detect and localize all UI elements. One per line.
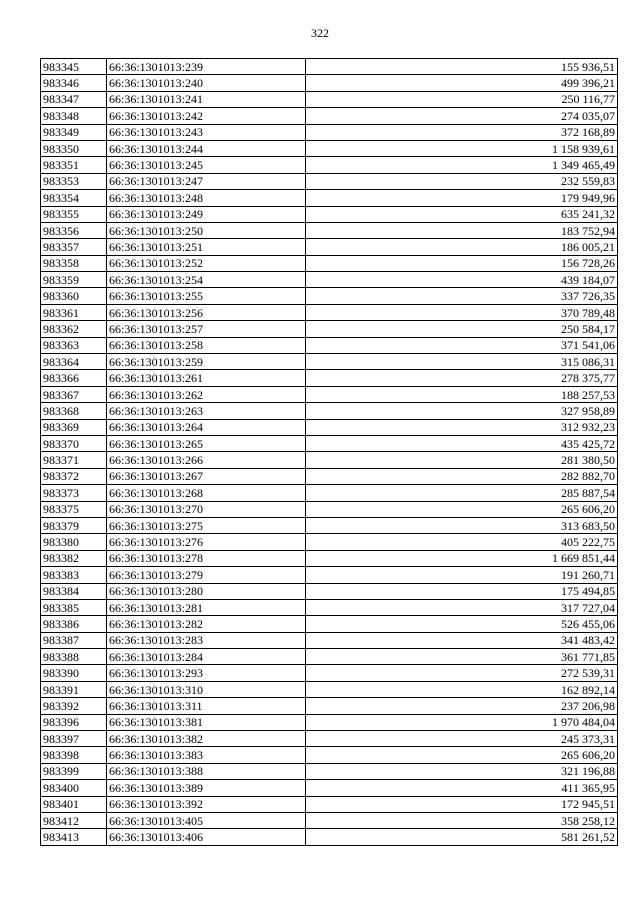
table-row xyxy=(41,321,618,337)
table-row xyxy=(41,681,618,697)
cadastral-number-cell: 66:36:1301013:242 xyxy=(107,108,306,124)
table-row xyxy=(41,173,618,189)
cadastral-value-cell: 281 380,50 xyxy=(306,452,618,468)
cadastral-number-cell: 66:36:1301013:310 xyxy=(107,681,306,697)
cadastral-value-cell: 274 035,07 xyxy=(306,108,618,124)
table-row xyxy=(41,75,618,91)
row-number-cell: 983398 xyxy=(41,747,107,763)
row-number-cell: 983345 xyxy=(41,59,107,75)
cadastral-number-cell: 66:36:1301013:267 xyxy=(107,468,306,484)
cadastral-number-cell: 66:36:1301013:250 xyxy=(107,222,306,238)
row-number-cell: 983347 xyxy=(41,91,107,107)
cadastral-number-cell: 66:36:1301013:381 xyxy=(107,714,306,730)
row-number-cell: 983380 xyxy=(41,534,107,550)
row-number-cell: 983363 xyxy=(41,337,107,353)
cadastral-value-cell: 278 375,77 xyxy=(306,370,618,386)
row-number-cell: 983361 xyxy=(41,304,107,320)
row-number-cell: 983368 xyxy=(41,403,107,419)
cadastral-number-cell: 66:36:1301013:279 xyxy=(107,567,306,583)
row-number-cell: 983353 xyxy=(41,173,107,189)
table-row xyxy=(41,452,618,468)
cadastral-number-cell: 66:36:1301013:284 xyxy=(107,649,306,665)
table-row xyxy=(41,567,618,583)
row-number-cell: 983354 xyxy=(41,190,107,206)
table-row xyxy=(41,239,618,255)
table-row xyxy=(41,386,618,402)
cadastral-value-cell: 411 365,95 xyxy=(306,780,618,796)
table-row xyxy=(41,763,618,779)
cadastral-value-cell: 313 683,50 xyxy=(306,517,618,533)
cadastral-number-cell: 66:36:1301013:257 xyxy=(107,321,306,337)
row-number-cell: 983355 xyxy=(41,206,107,222)
cadastral-number-cell: 66:36:1301013:239 xyxy=(107,59,306,75)
cadastral-number-cell: 66:36:1301013:266 xyxy=(107,452,306,468)
table-row xyxy=(41,714,618,730)
cadastral-number-cell: 66:36:1301013:252 xyxy=(107,255,306,271)
cadastral-number-cell: 66:36:1301013:256 xyxy=(107,304,306,320)
cadastral-number-cell: 66:36:1301013:248 xyxy=(107,190,306,206)
page-number: 322 xyxy=(311,26,329,40)
cadastral-number-cell: 66:36:1301013:392 xyxy=(107,796,306,812)
cadastral-number-cell: 66:36:1301013:265 xyxy=(107,435,306,451)
row-number-cell: 983401 xyxy=(41,796,107,812)
cadastral-value-cell: 337 726,35 xyxy=(306,288,618,304)
cadastral-value-cell: 499 396,21 xyxy=(306,75,618,91)
table-row xyxy=(41,206,618,222)
table-row xyxy=(41,796,618,812)
table-row xyxy=(41,501,618,517)
row-number-cell: 983391 xyxy=(41,681,107,697)
cadastral-number-cell: 66:36:1301013:258 xyxy=(107,337,306,353)
row-number-cell: 983346 xyxy=(41,75,107,91)
cadastral-number-cell: 66:36:1301013:280 xyxy=(107,583,306,599)
cadastral-number-cell: 66:36:1301013:245 xyxy=(107,157,306,173)
row-number-cell: 983371 xyxy=(41,452,107,468)
cadastral-number-cell: 66:36:1301013:405 xyxy=(107,812,306,828)
row-number-cell: 983397 xyxy=(41,731,107,747)
row-number-cell: 983384 xyxy=(41,583,107,599)
row-number-cell: 983412 xyxy=(41,812,107,828)
cadastral-number-cell: 66:36:1301013:282 xyxy=(107,616,306,632)
row-number-cell: 983356 xyxy=(41,222,107,238)
cadastral-number-cell: 66:36:1301013:244 xyxy=(107,140,306,156)
table-row xyxy=(41,255,618,271)
row-number-cell: 983382 xyxy=(41,550,107,566)
cadastral-value-cell: 265 606,20 xyxy=(306,501,618,517)
cadastral-value-cell: 175 494,85 xyxy=(306,583,618,599)
cadastral-value-cell: 312 932,23 xyxy=(306,419,618,435)
cadastral-value-cell: 265 606,20 xyxy=(306,747,618,763)
table-row xyxy=(41,599,618,615)
row-number-cell: 983357 xyxy=(41,239,107,255)
table-row xyxy=(41,304,618,320)
cadastral-number-cell: 66:36:1301013:262 xyxy=(107,386,306,402)
table-row xyxy=(41,222,618,238)
table-row xyxy=(41,485,618,501)
cadastral-number-cell: 66:36:1301013:270 xyxy=(107,501,306,517)
cadastral-number-cell: 66:36:1301013:276 xyxy=(107,534,306,550)
table-row xyxy=(41,731,618,747)
table-row xyxy=(41,354,618,370)
row-number-cell: 983400 xyxy=(41,780,107,796)
row-number-cell: 983390 xyxy=(41,665,107,681)
row-number-cell: 983385 xyxy=(41,599,107,615)
cadastral-value-cell: 245 373,31 xyxy=(306,731,618,747)
table-row xyxy=(41,272,618,288)
cadastral-value-cell: 1 669 851,44 xyxy=(306,550,618,566)
cadastral-value-cell: 188 257,53 xyxy=(306,386,618,402)
cadastral-value-cell: 237 206,98 xyxy=(306,698,618,714)
row-number-cell: 983370 xyxy=(41,435,107,451)
table-row xyxy=(41,550,618,566)
cadastral-value-cell: 191 260,71 xyxy=(306,567,618,583)
cadastral-number-cell: 66:36:1301013:261 xyxy=(107,370,306,386)
row-number-cell: 983372 xyxy=(41,468,107,484)
cadastral-number-cell: 66:36:1301013:251 xyxy=(107,239,306,255)
table-row xyxy=(41,337,618,353)
cadastral-value-cell: 183 752,94 xyxy=(306,222,618,238)
table-row xyxy=(41,59,618,75)
cadastral-number-cell: 66:36:1301013:281 xyxy=(107,599,306,615)
table-row xyxy=(41,157,618,173)
table-body xyxy=(41,59,618,846)
cadastral-value-cell: 439 184,07 xyxy=(306,272,618,288)
row-number-cell: 983359 xyxy=(41,272,107,288)
table-row xyxy=(41,812,618,828)
cadastral-value-cell: 282 882,70 xyxy=(306,468,618,484)
cadastral-number-cell: 66:36:1301013:382 xyxy=(107,731,306,747)
cadastral-value-cell: 341 483,42 xyxy=(306,632,618,648)
row-number-cell: 983392 xyxy=(41,698,107,714)
row-number-cell: 983364 xyxy=(41,354,107,370)
cadastral-number-cell: 66:36:1301013:278 xyxy=(107,550,306,566)
cadastral-number-cell: 66:36:1301013:293 xyxy=(107,665,306,681)
table-row xyxy=(41,190,618,206)
row-number-cell: 983362 xyxy=(41,321,107,337)
cadastral-value-cell: 1 349 465,49 xyxy=(306,157,618,173)
cadastral-number-cell: 66:36:1301013:383 xyxy=(107,747,306,763)
cadastral-number-cell: 66:36:1301013:283 xyxy=(107,632,306,648)
table-row xyxy=(41,632,618,648)
cadastral-number-cell: 66:36:1301013:268 xyxy=(107,485,306,501)
cadastral-value-cell: 1 970 484,04 xyxy=(306,714,618,730)
cadastral-value-cell: 321 196,88 xyxy=(306,763,618,779)
cadastral-value-cell: 156 728,26 xyxy=(306,255,618,271)
row-number-cell: 983413 xyxy=(41,829,107,845)
table-row xyxy=(41,649,618,665)
cadastral-number-cell: 66:36:1301013:389 xyxy=(107,780,306,796)
table-row xyxy=(41,829,618,845)
cadastral-value-cell: 232 559,83 xyxy=(306,173,618,189)
row-number-cell: 983387 xyxy=(41,632,107,648)
row-number-cell: 983369 xyxy=(41,419,107,435)
cadastral-value-cell: 635 241,32 xyxy=(306,206,618,222)
row-number-cell: 983396 xyxy=(41,714,107,730)
row-number-cell: 983360 xyxy=(41,288,107,304)
cadastral-value-cell: 317 727,04 xyxy=(306,599,618,615)
cadastral-value-cell: 526 455,06 xyxy=(306,616,618,632)
cadastral-number-cell: 66:36:1301013:255 xyxy=(107,288,306,304)
cadastral-value-cell: 285 887,54 xyxy=(306,485,618,501)
cadastral-value-cell: 162 892,14 xyxy=(306,681,618,697)
cadastral-number-cell: 66:36:1301013:259 xyxy=(107,354,306,370)
cadastral-number-cell: 66:36:1301013:406 xyxy=(107,829,306,845)
table-row xyxy=(41,108,618,124)
cadastral-number-cell: 66:36:1301013:311 xyxy=(107,698,306,714)
row-number-cell: 983351 xyxy=(41,157,107,173)
cadastral-value-cell: 272 539,31 xyxy=(306,665,618,681)
cadastral-number-cell: 66:36:1301013:388 xyxy=(107,763,306,779)
cadastral-value-cell: 179 949,96 xyxy=(306,190,618,206)
table-row xyxy=(41,124,618,140)
cadastral-value-cell: 361 771,85 xyxy=(306,649,618,665)
cadastral-value-cell: 250 584,17 xyxy=(306,321,618,337)
cadastral-value-cell: 186 005,21 xyxy=(306,239,618,255)
cadastral-value-cell: 371 541,06 xyxy=(306,337,618,353)
cadastral-number-cell: 66:36:1301013:264 xyxy=(107,419,306,435)
cadastral-value-cell: 327 958,89 xyxy=(306,403,618,419)
table-row xyxy=(41,517,618,533)
row-number-cell: 983399 xyxy=(41,763,107,779)
cadastral-value-table xyxy=(40,58,618,846)
cadastral-value-cell: 1 158 939,61 xyxy=(306,140,618,156)
cadastral-number-cell: 66:36:1301013:263 xyxy=(107,403,306,419)
cadastral-number-cell: 66:36:1301013:254 xyxy=(107,272,306,288)
cadastral-number-cell: 66:36:1301013:240 xyxy=(107,75,306,91)
table-row xyxy=(41,665,618,681)
row-number-cell: 983348 xyxy=(41,108,107,124)
table-row xyxy=(41,468,618,484)
table-row xyxy=(41,616,618,632)
row-number-cell: 983375 xyxy=(41,501,107,517)
row-number-cell: 983386 xyxy=(41,616,107,632)
row-number-cell: 983388 xyxy=(41,649,107,665)
table-row xyxy=(41,780,618,796)
row-number-cell: 983350 xyxy=(41,140,107,156)
row-number-cell: 983349 xyxy=(41,124,107,140)
cadastral-value-cell: 155 936,51 xyxy=(306,59,618,75)
row-number-cell: 983367 xyxy=(41,386,107,402)
cadastral-number-cell: 66:36:1301013:249 xyxy=(107,206,306,222)
cadastral-number-cell: 66:36:1301013:247 xyxy=(107,173,306,189)
cadastral-value-cell: 315 086,31 xyxy=(306,354,618,370)
cadastral-value-cell: 372 168,89 xyxy=(306,124,618,140)
cadastral-number-cell: 66:36:1301013:243 xyxy=(107,124,306,140)
cadastral-value-cell: 370 789,48 xyxy=(306,304,618,320)
table-row xyxy=(41,370,618,386)
cadastral-value-cell: 172 945,51 xyxy=(306,796,618,812)
table-row xyxy=(41,288,618,304)
table-row xyxy=(41,419,618,435)
cadastral-number-cell: 66:36:1301013:275 xyxy=(107,517,306,533)
table-row xyxy=(41,403,618,419)
table-row xyxy=(41,140,618,156)
cadastral-value-cell: 250 116,77 xyxy=(306,91,618,107)
row-number-cell: 983383 xyxy=(41,567,107,583)
cadastral-value-cell: 405 222,75 xyxy=(306,534,618,550)
row-number-cell: 983358 xyxy=(41,255,107,271)
table-row xyxy=(41,91,618,107)
row-number-cell: 983379 xyxy=(41,517,107,533)
row-number-cell: 983373 xyxy=(41,485,107,501)
cadastral-number-cell: 66:36:1301013:241 xyxy=(107,91,306,107)
cadastral-value-cell: 435 425,72 xyxy=(306,435,618,451)
table-row xyxy=(41,583,618,599)
table-row xyxy=(41,435,618,451)
cadastral-value-cell: 358 258,12 xyxy=(306,812,618,828)
row-number-cell: 983366 xyxy=(41,370,107,386)
table-row xyxy=(41,534,618,550)
table-row xyxy=(41,747,618,763)
table-row xyxy=(41,698,618,714)
cadastral-value-cell: 581 261,52 xyxy=(306,829,618,845)
